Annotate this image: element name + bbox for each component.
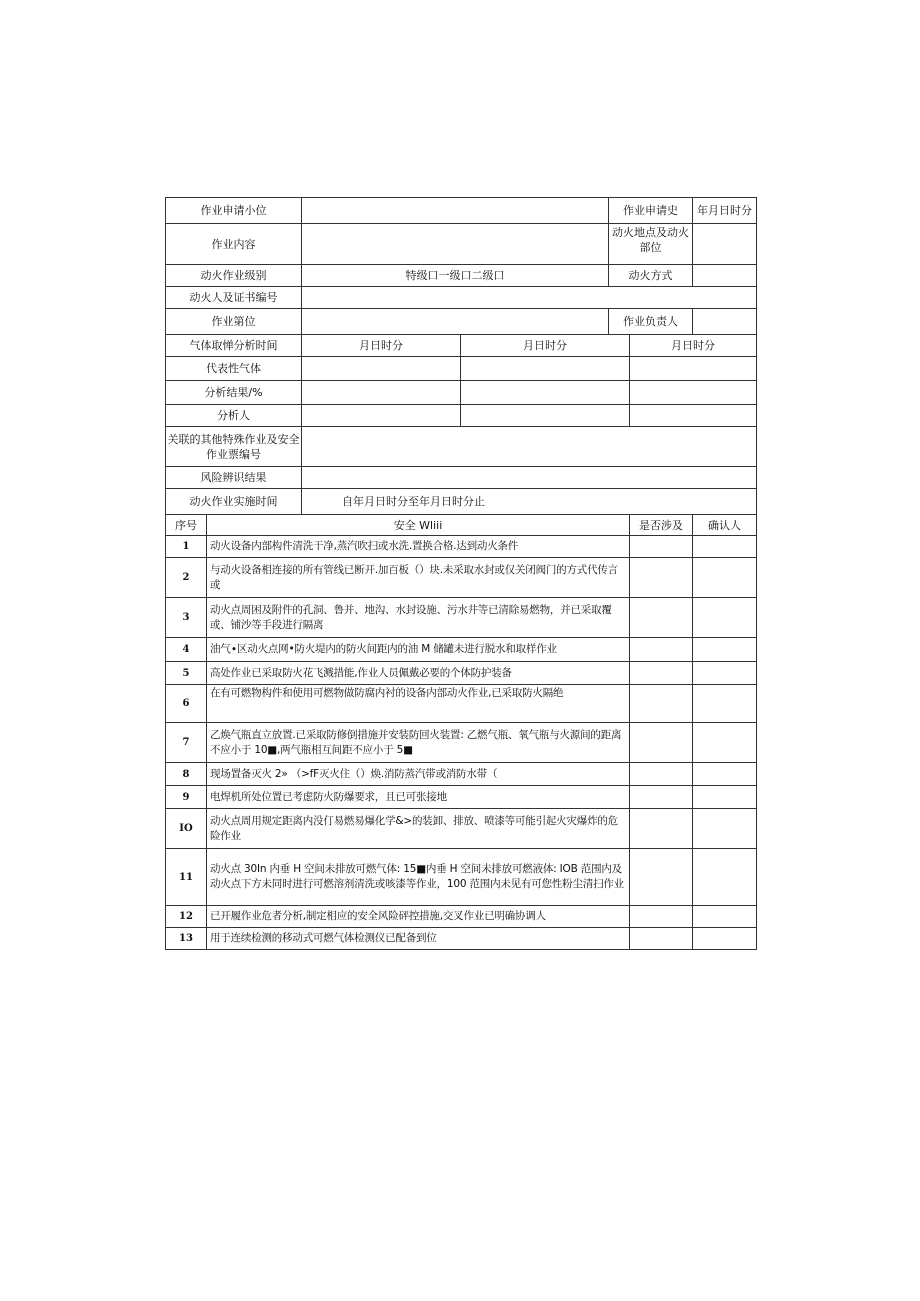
method-field[interactable] <box>693 265 757 287</box>
apply-time-field[interactable]: 年月日时分 <box>693 198 757 224</box>
result-field-1[interactable] <box>302 381 461 405</box>
item-involved-cell[interactable] <box>630 638 693 662</box>
item-number: 11 <box>166 849 207 906</box>
gas-field-2[interactable] <box>461 357 630 381</box>
level-options[interactable]: 特级口一级口二级口 <box>302 265 609 287</box>
related-label: 关联的其他特殊作业及安全作业票编号 <box>166 427 302 467</box>
item-text: 动火点 30In 内垂 H 空间未排放可燃气体: 15■内垂 H 空间未排放可燃液体: IOB 范围内及动火点下方未同时进行可燃溶剂清洗或咳漆等作业，100 范围内未见有可您性粉尘清扫作业 <box>207 849 630 906</box>
checklist-row <box>166 809 757 849</box>
col-measure-header: 安全 Wliii <box>207 515 630 536</box>
item-confirmer-cell[interactable] <box>693 723 757 763</box>
checklist-row <box>166 763 757 786</box>
item-confirmer-cell[interactable] <box>693 598 757 638</box>
item-confirmer-cell[interactable] <box>693 809 757 849</box>
analyst-field-1[interactable] <box>302 405 461 427</box>
applicant-unit-field[interactable] <box>302 198 609 224</box>
item-involved-cell[interactable] <box>630 809 693 849</box>
item-involved-cell[interactable] <box>630 536 693 558</box>
analyst-field-3[interactable] <box>630 405 757 427</box>
checklist-row <box>166 685 757 723</box>
gas-time-1[interactable]: 月日时分 <box>302 335 461 357</box>
item-text: 动火点周用规定距离内没仃易燃易爆化学&>的装卸、排放、喷漆等可能引起火灾爆炸的危险作业 <box>207 809 630 849</box>
item-confirmer-cell[interactable] <box>693 763 757 786</box>
person-field[interactable] <box>302 287 757 309</box>
item-involved-cell[interactable] <box>630 906 693 928</box>
checklist-row <box>166 928 757 950</box>
item-confirmer-cell[interactable] <box>693 928 757 950</box>
item-text: 油气∙区动火点网•防火堤内的防火间距内的油 M 储罐未进行脱水和取样作业 <box>207 638 630 662</box>
item-number: 6 <box>166 685 207 723</box>
item-confirmer-cell[interactable] <box>693 849 757 906</box>
item-involved-cell[interactable] <box>630 723 693 763</box>
person-label: 动火人及证书编号 <box>166 287 302 309</box>
gas-field-3[interactable] <box>630 357 757 381</box>
work-content-label: 作业内容 <box>166 224 302 265</box>
item-involved-cell[interactable] <box>630 763 693 786</box>
item-text: 与动火设备相连接的所有管线已断开.加百板（）块.未采取水封或仅关闭阀门的方式代传言或 <box>207 558 630 598</box>
item-text: 用于连续检测的移动式可燃气体检测仪已配备到位 <box>207 928 630 950</box>
item-number: 13 <box>166 928 207 950</box>
item-involved-cell[interactable] <box>630 786 693 809</box>
gas-label: 代表性气体 <box>166 357 302 381</box>
analyst-label: 分析人 <box>166 405 302 427</box>
gas-time-3[interactable]: 月日时分 <box>630 335 757 357</box>
item-involved-cell[interactable] <box>630 928 693 950</box>
item-number: 1 <box>166 536 207 558</box>
item-confirmer-cell[interactable] <box>693 638 757 662</box>
item-confirmer-cell[interactable] <box>693 786 757 809</box>
risk-label: 风险辨识结果 <box>166 467 302 489</box>
location-field[interactable] <box>693 224 757 265</box>
checklist-row <box>166 849 757 906</box>
hot-work-permit-table <box>165 197 757 950</box>
risk-field[interactable] <box>302 467 757 489</box>
work-unit-field[interactable] <box>302 309 609 335</box>
checklist-row <box>166 638 757 662</box>
work-content-field[interactable] <box>302 224 609 265</box>
level-label: 动火作业级别 <box>166 265 302 287</box>
item-involved-cell[interactable] <box>630 849 693 906</box>
work-unit-label: 作业第位 <box>166 309 302 335</box>
item-text: 动火设备内部构件清洗干净,蒸汽吹扫或水洗.置换合格.达到动火条件 <box>207 536 630 558</box>
item-involved-cell[interactable] <box>630 598 693 638</box>
item-involved-cell[interactable] <box>630 558 693 598</box>
item-text: 现场置备灭火 2» （>fF灭火住（）焕.消防蒸汽带或消防水带（ <box>207 763 630 786</box>
item-number: IO <box>166 809 207 849</box>
item-text: 电焊机所处位置已考虑防火防爆要求，且已可张接地 <box>207 786 630 809</box>
result-field-3[interactable] <box>630 381 757 405</box>
item-number: 12 <box>166 906 207 928</box>
item-text: 动火点周困及附件的孔洞、鲁并、地沟、水封设施、污水井等已清除易燃物，并已采取覆或、铺沙等手段进行隔离 <box>207 598 630 638</box>
related-field[interactable] <box>302 427 757 467</box>
col-no-header: 序号 <box>166 515 207 536</box>
item-confirmer-cell[interactable] <box>693 685 757 723</box>
checklist-row <box>166 723 757 763</box>
checklist-row <box>166 536 757 558</box>
item-number: 8 <box>166 763 207 786</box>
checklist-row <box>166 558 757 598</box>
responsible-field[interactable] <box>693 309 757 335</box>
item-number: 5 <box>166 662 207 685</box>
gas-time-label: 气体取惮分析时间 <box>166 335 302 357</box>
item-number: 9 <box>166 786 207 809</box>
item-number: 4 <box>166 638 207 662</box>
item-confirmer-cell[interactable] <box>693 536 757 558</box>
impl-time-field[interactable]: 自年月日时分至年月日时分止 <box>302 489 757 515</box>
checklist-row <box>166 598 757 638</box>
item-number: 3 <box>166 598 207 638</box>
checklist-row <box>166 906 757 928</box>
responsible-label: 作业负责人 <box>609 309 693 335</box>
applicant-unit-label: 作业申请小位 <box>166 198 302 224</box>
result-label: 分析结果/% <box>166 381 302 405</box>
method-label: 动火方式 <box>609 265 693 287</box>
item-text: 已开履作业危者分析,制定相应的安全风险砰控措施,交叉作业已明确协调人 <box>207 906 630 928</box>
item-confirmer-cell[interactable] <box>693 558 757 598</box>
item-involved-cell[interactable] <box>630 662 693 685</box>
item-text: 在有可燃物构件和使用可燃物做防腐内衬的设备内部动火作业,已采取防火隔绝 <box>207 685 630 723</box>
item-number: 2 <box>166 558 207 598</box>
impl-time-label: 动火作业实施时间 <box>166 489 302 515</box>
item-confirmer-cell[interactable] <box>693 662 757 685</box>
gas-field-1[interactable] <box>302 357 461 381</box>
checklist-row <box>166 662 757 685</box>
gas-time-2[interactable]: 月日时分 <box>461 335 630 357</box>
item-text: 乙焕气瓶直立放置.已采取防修倒措施并安装防回火装置: 乙燃气瓶、氧气瓶与火源间的距离不应小于 10■,两气瓶相互间距不应小于 5■ <box>207 723 630 763</box>
col-confirmer-header: 确认人 <box>693 515 757 536</box>
analyst-field-2[interactable] <box>461 405 630 427</box>
location-label: 动火地点及动火部位 <box>609 224 693 265</box>
checklist-row <box>166 786 757 809</box>
apply-time-label: 作业申请史 <box>609 198 693 224</box>
item-involved-cell[interactable] <box>630 685 693 723</box>
item-text: 高处作业已采取防火花飞溅措能,作业人员佩戴必要的个体防护装备 <box>207 662 630 685</box>
result-field-2[interactable] <box>461 381 630 405</box>
item-confirmer-cell[interactable] <box>693 906 757 928</box>
item-number: 7 <box>166 723 207 763</box>
col-involved-header: 是否涉及 <box>630 515 693 536</box>
